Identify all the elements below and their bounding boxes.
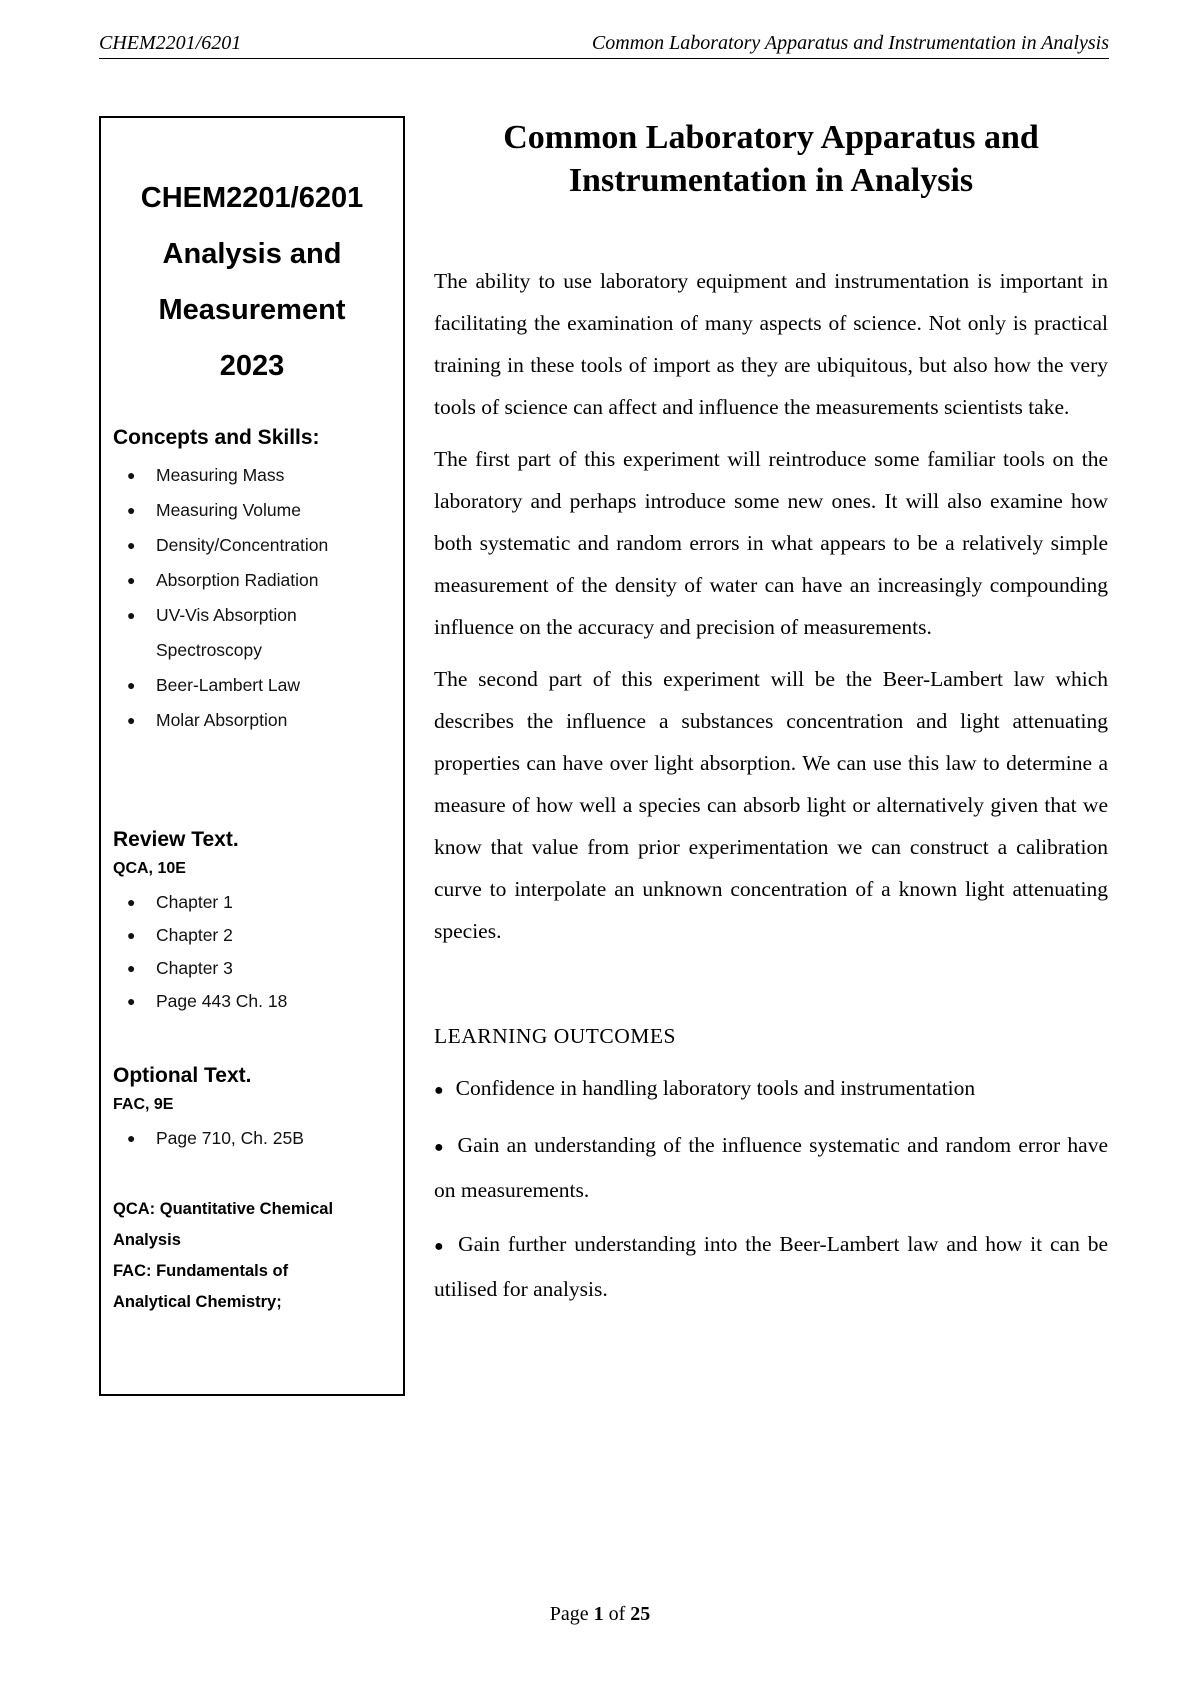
bullet-icon: ● — [127, 927, 136, 943]
page-label: Page — [549, 1603, 589, 1625]
concepts-list — [113, 458, 395, 738]
bullet-icon: ● — [127, 607, 136, 623]
list-item: ● Density/Concentration — [113, 528, 395, 563]
bullet-icon: ● — [127, 993, 136, 1009]
main-content — [434, 116, 1108, 1322]
bullet-icon: ● — [434, 1238, 447, 1255]
list-item: ● Gain further understanding into the Beer-Lambert law and how it can be utilised for analysis. — [434, 1232, 1108, 1301]
optional-list — [113, 1122, 395, 1155]
current-page-number: 1 — [593, 1603, 604, 1625]
document-title-line-1: Common Laboratory Apparatus and — [503, 119, 1039, 156]
abbreviation-qca-line-2: Analysis — [113, 1231, 181, 1249]
bullet-icon: ● — [127, 572, 136, 588]
learning-outcomes-heading: LEARNING OUTCOMES — [434, 1024, 677, 1048]
review-source: QCA, 10E — [113, 860, 186, 877]
bullet-icon: ● — [127, 502, 136, 518]
header-course-code: CHEM2201/6201 — [99, 32, 242, 54]
optional-heading: Optional Text. — [113, 1064, 252, 1087]
list-item: ● Beer-Lambert Law — [113, 668, 395, 703]
part-one-paragraph: The first part of this experiment will reintroduce some familiar tools on the laboratory and perhaps introduce some new ones. It will also examine how both systematic and random errors in what appears to be a relatively simple measurement of the density of water can have an increasingly compounding influence on the accuracy and precision of measurements. — [434, 447, 1108, 639]
list-item: ● Chapter 2 — [113, 919, 395, 952]
course-year: 2023 — [219, 350, 285, 382]
total-page-count: 25 — [630, 1603, 651, 1625]
optional-source: FAC, 9E — [113, 1096, 174, 1113]
course-name-line-1: Analysis and — [162, 238, 342, 270]
bullet-icon: ● — [127, 960, 136, 976]
document-title — [434, 116, 1108, 202]
abbreviation-qca-line-1: QCA: Quantitative Chemical — [113, 1200, 334, 1218]
list-item: ● Gain an understanding of the influence systematic and random error have on measurements. — [434, 1133, 1108, 1202]
course-title-block — [101, 170, 403, 394]
bullet-icon: ● — [127, 712, 136, 728]
review-list — [113, 886, 395, 1018]
list-item: ● Page 710, Ch. 25B — [113, 1122, 395, 1155]
bullet-icon: ● — [127, 1130, 136, 1146]
intro-paragraph: The ability to use laboratory equipment and instrumentation is important in facilitating the examination of many aspects of science. Not only is practical training in these tools of import as they are ubiquitous, but also how the very tools of science can affect and influence the measurements scientists take. — [434, 269, 1108, 419]
list-item: ● Page 443 Ch. 18 — [113, 985, 395, 1018]
review-heading: Review Text. — [113, 828, 239, 851]
course-name-line-2: Measurement — [158, 294, 346, 326]
optional-text-section — [113, 1064, 395, 1155]
list-item: ● Measuring Mass — [113, 458, 395, 493]
bullet-icon: ● — [127, 677, 136, 693]
of-label: of — [608, 1603, 626, 1625]
course-info-sidebar — [99, 116, 405, 1396]
abbreviation-fac-line-1: FAC: Fundamentals of — [113, 1262, 289, 1280]
learning-outcomes-list — [434, 1067, 1108, 1310]
abbreviation-fac-line-2: Analytical Chemistry; — [113, 1293, 282, 1311]
page-footer — [0, 1603, 1200, 1626]
list-item: ● Chapter 3 — [113, 952, 395, 985]
review-text-section — [113, 828, 395, 1018]
part-two-paragraph: The second part of this experiment will be the Beer-Lambert law which describes the influence a substances concentration and light attenuating properties can have over light absorption. We can use this law to determine a measure of how well a species can absorb light or alternatively given that we know that value from prior experimentation we can construct a calibration curve to interpolate an unknown concentration of a known light attenuating species. — [434, 667, 1108, 943]
bullet-icon: ● — [127, 467, 136, 483]
document-title-line-2: Instrumentation in Analysis — [568, 162, 974, 199]
header-document-title: Common Laboratory Apparatus and Instrumentation in Analysis — [591, 32, 1109, 54]
abbreviations-section — [113, 1194, 395, 1318]
list-item: ● Chapter 1 — [113, 886, 395, 919]
course-code: CHEM2201/6201 — [140, 182, 364, 214]
list-item: ● Measuring Volume — [113, 493, 395, 528]
bullet-icon: ● — [434, 1082, 444, 1099]
list-item-continuation: Spectroscopy — [156, 640, 263, 660]
bullet-icon: ● — [434, 1139, 446, 1156]
list-item: ● Molar Absorption — [113, 703, 395, 738]
bullet-icon: ● — [127, 894, 136, 910]
concepts-section — [113, 426, 395, 738]
list-item: ● UV-Vis Absorption — [113, 598, 395, 633]
list-item: ● Absorption Radiation — [113, 563, 395, 598]
bullet-icon: ● — [127, 537, 136, 553]
concepts-heading: Concepts and Skills: — [113, 426, 320, 449]
list-item: ● Confidence in handling laboratory tools and instrumentation — [434, 1076, 976, 1100]
page-header — [99, 30, 1109, 59]
